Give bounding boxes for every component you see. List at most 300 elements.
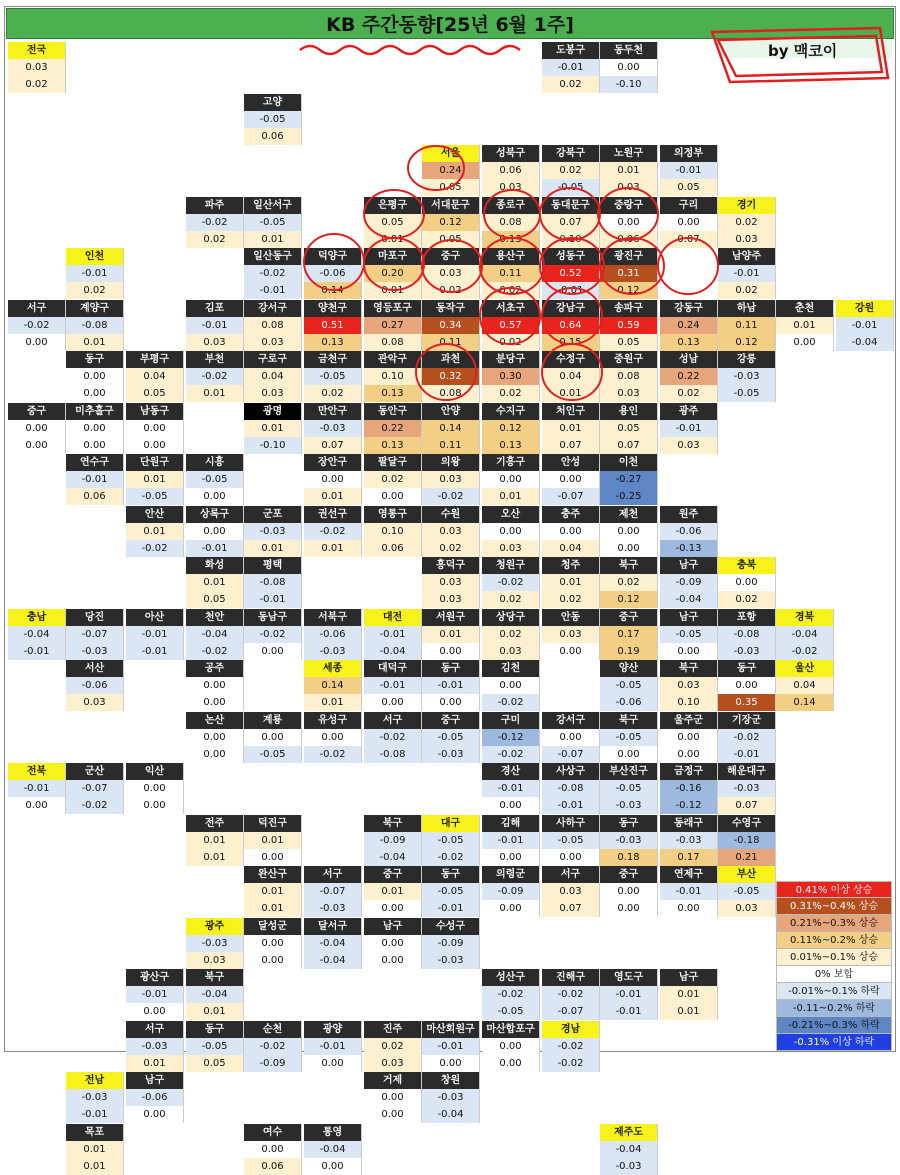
prev-week-value: -0.25 xyxy=(600,488,658,505)
weekly-change-value: -0.02 xyxy=(244,626,302,643)
prev-week-value: 0.01 xyxy=(482,488,540,505)
prev-week-value: 0.00 xyxy=(244,643,302,660)
prev-week-value: 0.00 xyxy=(126,1106,184,1123)
weekly-change-value: -0.09 xyxy=(482,883,540,900)
region-label: 수영구 xyxy=(718,815,776,832)
weekly-change-value: 0.00 xyxy=(718,574,776,591)
prev-week-value: 0.00 xyxy=(364,488,422,505)
weekly-change-value: -0.02 xyxy=(186,214,244,231)
region-label: 제주도 xyxy=(600,1124,658,1141)
region-label: 광주 xyxy=(186,918,244,935)
weekly-change-value: 0.00 xyxy=(66,368,124,385)
prev-week-value: 0.05 xyxy=(422,231,480,248)
region-label: 이천 xyxy=(600,454,658,471)
weekly-change-value: -0.05 xyxy=(422,832,480,849)
weekly-change-value: -0.02 xyxy=(542,1038,600,1055)
region-label: 중구 xyxy=(600,866,658,883)
prev-week-value: -0.01 xyxy=(186,540,244,557)
weekly-change-value: -0.02 xyxy=(244,265,302,282)
weekly-change-value: -0.06 xyxy=(304,265,362,282)
region-label: 금천구 xyxy=(304,351,362,368)
prev-week-value: -0.07 xyxy=(542,746,600,763)
region-label: 사상구 xyxy=(542,763,600,780)
weekly-change-value: 0.11 xyxy=(718,317,776,334)
weekly-change-value: 0.00 xyxy=(482,1038,540,1055)
region-label: 마산회원구 xyxy=(422,1021,480,1038)
region-label: 흥덕구 xyxy=(422,557,480,574)
prev-week-value: 0.00 xyxy=(66,385,124,402)
region-label: 계룡 xyxy=(244,712,302,729)
region-label: 순천 xyxy=(244,1021,302,1038)
region-label: 덕진구 xyxy=(244,815,302,832)
weekly-change-value: -0.05 xyxy=(542,832,600,849)
weekly-change-value: -0.07 xyxy=(66,626,124,643)
prev-week-value: -0.06 xyxy=(600,694,658,711)
prev-week-value: -0.04 xyxy=(364,643,422,660)
region-label: 은평구 xyxy=(364,197,422,214)
prev-week-value: -0.05 xyxy=(542,179,600,196)
prev-week-value: 0.02 xyxy=(482,282,540,299)
prev-week-value: 0.00 xyxy=(600,746,658,763)
region-label: 서초구 xyxy=(482,300,540,317)
region-label: 익산 xyxy=(126,763,184,780)
legend-item: -0.21%~0.3% 하락 xyxy=(776,1017,892,1034)
weekly-change-value: 0.01 xyxy=(542,574,600,591)
weekly-change-value: -0.01 xyxy=(126,986,184,1003)
weekly-change-value: -0.01 xyxy=(364,677,422,694)
weekly-change-value: -0.05 xyxy=(186,471,244,488)
prev-week-value: 0.12 xyxy=(600,282,658,299)
prev-week-value: 0.03 xyxy=(600,385,658,402)
region-label: 북구 xyxy=(186,969,244,986)
region-label: 송파구 xyxy=(600,300,658,317)
legend-item: -0.01%~0.1% 하락 xyxy=(776,983,892,1000)
weekly-change-value: -0.12 xyxy=(482,729,540,746)
region-label: 천안 xyxy=(186,609,244,626)
weekly-change-value: -0.01 xyxy=(482,780,540,797)
region-label: 동작구 xyxy=(422,300,480,317)
region-label: 대덕구 xyxy=(364,660,422,677)
prev-week-value: 0.03 xyxy=(482,179,540,196)
weekly-change-value: -0.03 xyxy=(304,420,362,437)
prev-week-value: 0.01 xyxy=(186,385,244,402)
region-label: 마포구 xyxy=(364,248,422,265)
weekly-change-value: 0.01 xyxy=(186,832,244,849)
prev-week-value: 0.01 xyxy=(244,231,302,248)
prev-week-value: 0.00 xyxy=(66,437,124,454)
region-label: 도봉구 xyxy=(542,42,600,59)
region-label: 강동구 xyxy=(660,300,718,317)
weekly-change-value: 0.00 xyxy=(364,1089,422,1106)
prev-week-value: -0.02 xyxy=(422,488,480,505)
prev-week-value: 0.13 xyxy=(660,334,718,351)
weekly-change-value: 0.00 xyxy=(244,1141,302,1158)
prev-week-value: 0.00 xyxy=(126,437,184,454)
weekly-change-value: -0.04 xyxy=(186,626,244,643)
region-label: 전주 xyxy=(186,815,244,832)
weekly-change-value: 0.00 xyxy=(600,523,658,540)
region-label: 군포 xyxy=(244,506,302,523)
prev-week-value: 0.00 xyxy=(482,849,540,866)
prev-week-value: 0.02 xyxy=(718,591,776,608)
prev-week-value: 0.01 xyxy=(304,694,362,711)
region-label: 팔달구 xyxy=(364,454,422,471)
region-label: 구로구 xyxy=(244,351,302,368)
region-label: 성북구 xyxy=(482,145,540,162)
weekly-change-value: -0.06 xyxy=(304,626,362,643)
region-label: 유성구 xyxy=(304,712,362,729)
weekly-change-value: 0.05 xyxy=(364,214,422,231)
prev-week-value: 0.00 xyxy=(422,643,480,660)
prev-week-value: 0.00 xyxy=(482,900,540,917)
weekly-change-value: -0.03 xyxy=(600,832,658,849)
weekly-change-value: -0.08 xyxy=(718,626,776,643)
weekly-change-value: -0.02 xyxy=(244,1038,302,1055)
prev-week-value: 0.00 xyxy=(364,900,422,917)
weekly-change-value: 0.03 xyxy=(660,677,718,694)
region-label: 수성구 xyxy=(422,918,480,935)
prev-week-value: 0.00 xyxy=(364,1106,422,1123)
prev-week-value: -0.01 xyxy=(718,746,776,763)
region-label: 양천구 xyxy=(304,300,362,317)
prev-week-value: -0.02 xyxy=(482,746,540,763)
legend-item: -0.31% 이상 하락 xyxy=(776,1034,892,1051)
weekly-change-value: -0.02 xyxy=(8,317,66,334)
region-label: 강서구 xyxy=(542,712,600,729)
region-label: 중구 xyxy=(422,248,480,265)
region-label: 진주 xyxy=(364,1021,422,1038)
region-label: 일산동구 xyxy=(244,248,302,265)
region-label: 울산 xyxy=(776,660,834,677)
weekly-change-value: -0.06 xyxy=(126,1089,184,1106)
prev-week-value: 0.19 xyxy=(600,643,658,660)
prev-week-value: 0.00 xyxy=(542,643,600,660)
prev-week-value: -0.03 xyxy=(422,746,480,763)
weekly-change-value: 0.14 xyxy=(304,677,362,694)
region-label: 화성 xyxy=(186,557,244,574)
weekly-change-value: -0.03 xyxy=(66,1089,124,1106)
weekly-change-value: -0.06 xyxy=(660,523,718,540)
weekly-change-value: -0.03 xyxy=(244,523,302,540)
weekly-change-value: 0.11 xyxy=(482,265,540,282)
prev-week-value: 0.03 xyxy=(244,385,302,402)
region-label: 오산 xyxy=(482,506,540,523)
weekly-change-value: 0.12 xyxy=(422,214,480,231)
region-label: 성동구 xyxy=(542,248,600,265)
prev-week-value: -0.02 xyxy=(422,849,480,866)
region-label: 전남 xyxy=(66,1072,124,1089)
prev-week-value: 0.14 xyxy=(776,694,834,711)
region-label: 공주 xyxy=(186,660,244,677)
prev-week-value: -0.01 xyxy=(422,900,480,917)
prev-week-value: 0.03 xyxy=(600,179,658,196)
weekly-change-value: 0.10 xyxy=(364,523,422,540)
prev-week-value: -0.01 xyxy=(126,643,184,660)
weekly-change-value: 0.00 xyxy=(126,420,184,437)
weekly-change-value: -0.05 xyxy=(600,780,658,797)
weekly-change-value: 0.08 xyxy=(482,214,540,231)
prev-week-value: 0.00 xyxy=(186,488,244,505)
prev-week-value: -0.05 xyxy=(482,1003,540,1020)
weekly-change-value: -0.04 xyxy=(8,626,66,643)
weekly-change-value: 0.10 xyxy=(364,368,422,385)
region-label: 부산 xyxy=(718,866,776,883)
prev-week-value: -0.10 xyxy=(244,437,302,454)
prev-week-value: 0.02 xyxy=(422,540,480,557)
prev-week-value: 0.06 xyxy=(364,540,422,557)
prev-week-value: 0.02 xyxy=(482,385,540,402)
weekly-change-value: 0.00 xyxy=(304,471,362,488)
prev-week-value: 0.02 xyxy=(542,76,600,93)
weekly-change-value: 0.34 xyxy=(422,317,480,334)
prev-week-value: -0.03 xyxy=(718,643,776,660)
prev-week-value: -0.01 xyxy=(66,1106,124,1123)
region-label: 기장군 xyxy=(718,712,776,729)
byline: by 맥코이 xyxy=(768,42,838,60)
weekly-change-value: 0.57 xyxy=(482,317,540,334)
prev-week-value: -0.07 xyxy=(542,1003,600,1020)
region-label: 과천 xyxy=(422,351,480,368)
weekly-change-value: 0.00 xyxy=(126,780,184,797)
weekly-change-value: 0.00 xyxy=(186,677,244,694)
prev-week-value: -0.01 xyxy=(542,282,600,299)
weekly-change-value: 0.00 xyxy=(482,523,540,540)
prev-week-value: -0.07 xyxy=(542,488,600,505)
weekly-change-value: 0.01 xyxy=(364,883,422,900)
weekly-change-value: -0.03 xyxy=(660,832,718,849)
weekly-change-value: 0.51 xyxy=(304,317,362,334)
region-label: 달성군 xyxy=(244,918,302,935)
prev-week-value: 0.00 xyxy=(600,900,658,917)
weekly-change-value: -0.05 xyxy=(600,677,658,694)
region-label: 구리 xyxy=(660,197,718,214)
weekly-change-value: -0.02 xyxy=(482,574,540,591)
weekly-change-value: -0.04 xyxy=(186,986,244,1003)
prev-week-value: 0.17 xyxy=(660,849,718,866)
prev-week-value: 0.00 xyxy=(244,952,302,969)
weekly-change-value: -0.01 xyxy=(66,471,124,488)
weekly-change-value: 0.24 xyxy=(660,317,718,334)
prev-week-value: -0.03 xyxy=(600,797,658,814)
prev-week-value: 0.01 xyxy=(244,900,302,917)
prev-week-value: 0.13 xyxy=(304,334,362,351)
weekly-change-value: 0.01 xyxy=(66,1141,124,1158)
legend-item: 0.21%~0.3% 상승 xyxy=(776,915,892,932)
weekly-change-value: -0.05 xyxy=(600,729,658,746)
weekly-change-value: -0.01 xyxy=(304,1038,362,1055)
prev-week-value: 0.10 xyxy=(660,694,718,711)
prev-week-value: -0.10 xyxy=(600,76,658,93)
weekly-change-value: 0.03 xyxy=(422,574,480,591)
weekly-change-value: 0.04 xyxy=(244,368,302,385)
region-label: 포항 xyxy=(718,609,776,626)
prev-week-value: -0.09 xyxy=(244,1055,302,1072)
weekly-change-value: 0.32 xyxy=(422,368,480,385)
weekly-change-value: -0.05 xyxy=(304,368,362,385)
prev-week-value: 0.04 xyxy=(542,540,600,557)
prev-week-value: 0.01 xyxy=(66,334,124,351)
prev-week-value: -0.08 xyxy=(364,746,422,763)
weekly-change-value: 0.00 xyxy=(186,523,244,540)
region-label: 창원 xyxy=(422,1072,480,1089)
region-label: 진해구 xyxy=(542,969,600,986)
legend-item: 0.01%~0.1% 상승 xyxy=(776,949,892,966)
region-label: 남구 xyxy=(126,1072,184,1089)
weekly-change-value: -0.01 xyxy=(66,265,124,282)
prev-week-value: -0.01 xyxy=(8,643,66,660)
region-label: 강북구 xyxy=(542,145,600,162)
region-label: 완산구 xyxy=(244,866,302,883)
region-label: 경남 xyxy=(542,1021,600,1038)
prev-week-value: 0.01 xyxy=(244,540,302,557)
prev-week-value: 0.00 xyxy=(482,797,540,814)
region-label: 동남구 xyxy=(244,609,302,626)
region-label: 남구 xyxy=(660,557,718,574)
prev-week-value: 0.06 xyxy=(244,128,302,145)
region-label: 광양 xyxy=(304,1021,362,1038)
region-label: 단원구 xyxy=(126,454,184,471)
prev-week-value: 0.35 xyxy=(718,694,776,711)
region-label: 중랑구 xyxy=(600,197,658,214)
weekly-change-value: 0.00 xyxy=(542,471,600,488)
prev-week-value: 0.01 xyxy=(364,282,422,299)
prev-week-value: 0.03 xyxy=(660,437,718,454)
prev-week-value: 0.01 xyxy=(126,1055,184,1072)
prev-week-value: 0.02 xyxy=(542,591,600,608)
region-label: 북구 xyxy=(364,815,422,832)
region-label: 중구 xyxy=(600,609,658,626)
prev-week-value: 0.07 xyxy=(542,437,600,454)
prev-week-value: 0.06 xyxy=(244,1158,302,1175)
prev-week-value: -0.03 xyxy=(600,1158,658,1175)
weekly-change-value: 0.03 xyxy=(542,883,600,900)
region-label: 김천 xyxy=(482,660,540,677)
prev-week-value: 0.13 xyxy=(482,437,540,454)
region-label: 북구 xyxy=(660,660,718,677)
prev-week-value: -0.02 xyxy=(126,540,184,557)
region-label: 노원구 xyxy=(600,145,658,162)
region-label: 전북 xyxy=(8,763,66,780)
weekly-change-value: -0.08 xyxy=(66,317,124,334)
region-label: 동대문구 xyxy=(542,197,600,214)
prev-week-value: 0.05 xyxy=(422,179,480,196)
weekly-change-value: -0.05 xyxy=(660,626,718,643)
region-label: 논산 xyxy=(186,712,244,729)
weekly-change-value: 0.01 xyxy=(776,317,834,334)
weekly-change-value: 0.02 xyxy=(364,1038,422,1055)
prev-week-value: -0.02 xyxy=(66,797,124,814)
prev-week-value: 0.13 xyxy=(364,385,422,402)
prev-week-value: 0.01 xyxy=(542,385,600,402)
prev-week-value: 0.00 xyxy=(126,797,184,814)
weekly-change-value: 0.59 xyxy=(600,317,658,334)
prev-week-value: 0.00 xyxy=(244,849,302,866)
prev-week-value: 0.02 xyxy=(8,76,66,93)
region-label: 통영 xyxy=(304,1124,362,1141)
prev-week-value: 0.06 xyxy=(66,488,124,505)
region-label: 안동 xyxy=(542,609,600,626)
prev-week-value: 0.03 xyxy=(422,591,480,608)
region-label: 영도구 xyxy=(600,969,658,986)
region-label: 파주 xyxy=(186,197,244,214)
region-label: 서구 xyxy=(304,866,362,883)
prev-week-value: 0.02 xyxy=(482,334,540,351)
prev-week-value: 0.10 xyxy=(542,231,600,248)
weekly-change-value: -0.05 xyxy=(422,883,480,900)
prev-week-value: -0.12 xyxy=(660,797,718,814)
weekly-change-value: 0.00 xyxy=(66,420,124,437)
weekly-change-value: 0.03 xyxy=(542,626,600,643)
region-label: 종로구 xyxy=(482,197,540,214)
weekly-change-value: -0.02 xyxy=(542,986,600,1003)
region-label: 금정구 xyxy=(660,763,718,780)
weekly-change-value: -0.01 xyxy=(126,626,184,643)
weekly-change-value: 0.00 xyxy=(186,729,244,746)
region-label: 청주 xyxy=(542,557,600,574)
prev-week-value: 0.00 xyxy=(364,952,422,969)
region-label: 서울 xyxy=(422,145,480,162)
region-label: 동구 xyxy=(718,660,776,677)
region-label: 수원 xyxy=(422,506,480,523)
prev-week-value: 0.12 xyxy=(718,334,776,351)
weekly-change-value: -0.09 xyxy=(660,574,718,591)
weekly-change-value: -0.27 xyxy=(600,471,658,488)
region-label: 시흥 xyxy=(186,454,244,471)
weekly-change-value: 0.02 xyxy=(718,214,776,231)
weekly-change-value: -0.01 xyxy=(600,986,658,1003)
prev-week-value: 0.02 xyxy=(660,385,718,402)
region-label: 처인구 xyxy=(542,403,600,420)
weekly-change-value: -0.18 xyxy=(718,832,776,849)
prev-week-value: 0.00 xyxy=(126,1003,184,1020)
region-label: 인천 xyxy=(66,248,124,265)
region-label: 중구 xyxy=(422,712,480,729)
weekly-change-value: 0.64 xyxy=(542,317,600,334)
region-label: 서구 xyxy=(8,300,66,317)
region-label: 동안구 xyxy=(364,403,422,420)
region-label: 부평구 xyxy=(126,351,184,368)
weekly-change-value: 0.00 xyxy=(244,729,302,746)
prev-week-value: 0.06 xyxy=(600,231,658,248)
region-label: 강원 xyxy=(836,300,894,317)
prev-week-value: 0.02 xyxy=(186,231,244,248)
weekly-change-value: -0.05 xyxy=(186,1038,244,1055)
prev-week-value: 0.02 xyxy=(482,591,540,608)
weekly-change-value: -0.01 xyxy=(660,883,718,900)
prev-week-value: -0.03 xyxy=(304,643,362,660)
weekly-change-value: -0.01 xyxy=(8,780,66,797)
weekly-change-value: -0.04 xyxy=(776,626,834,643)
prev-week-value: 0.18 xyxy=(600,849,658,866)
prev-week-value: 0.12 xyxy=(600,591,658,608)
weekly-change-value: 0.00 xyxy=(600,59,658,76)
weekly-change-value: -0.05 xyxy=(244,214,302,231)
weekly-change-value: 0.04 xyxy=(126,368,184,385)
weekly-change-value: 0.00 xyxy=(482,471,540,488)
region-label: 동구 xyxy=(422,866,480,883)
weekly-change-value: -0.01 xyxy=(422,1038,480,1055)
weekly-change-value: -0.01 xyxy=(660,420,718,437)
prev-week-value: 0.01 xyxy=(66,1158,124,1175)
weekly-change-value: -0.02 xyxy=(482,986,540,1003)
prev-week-value: -0.03 xyxy=(66,643,124,660)
prev-week-value: 0.11 xyxy=(422,334,480,351)
region-label: 고양 xyxy=(244,94,302,111)
region-label: 전국 xyxy=(8,42,66,59)
prev-week-value: -0.04 xyxy=(836,334,894,351)
region-label: 광주 xyxy=(660,403,718,420)
weekly-change-value: 0.01 xyxy=(126,523,184,540)
